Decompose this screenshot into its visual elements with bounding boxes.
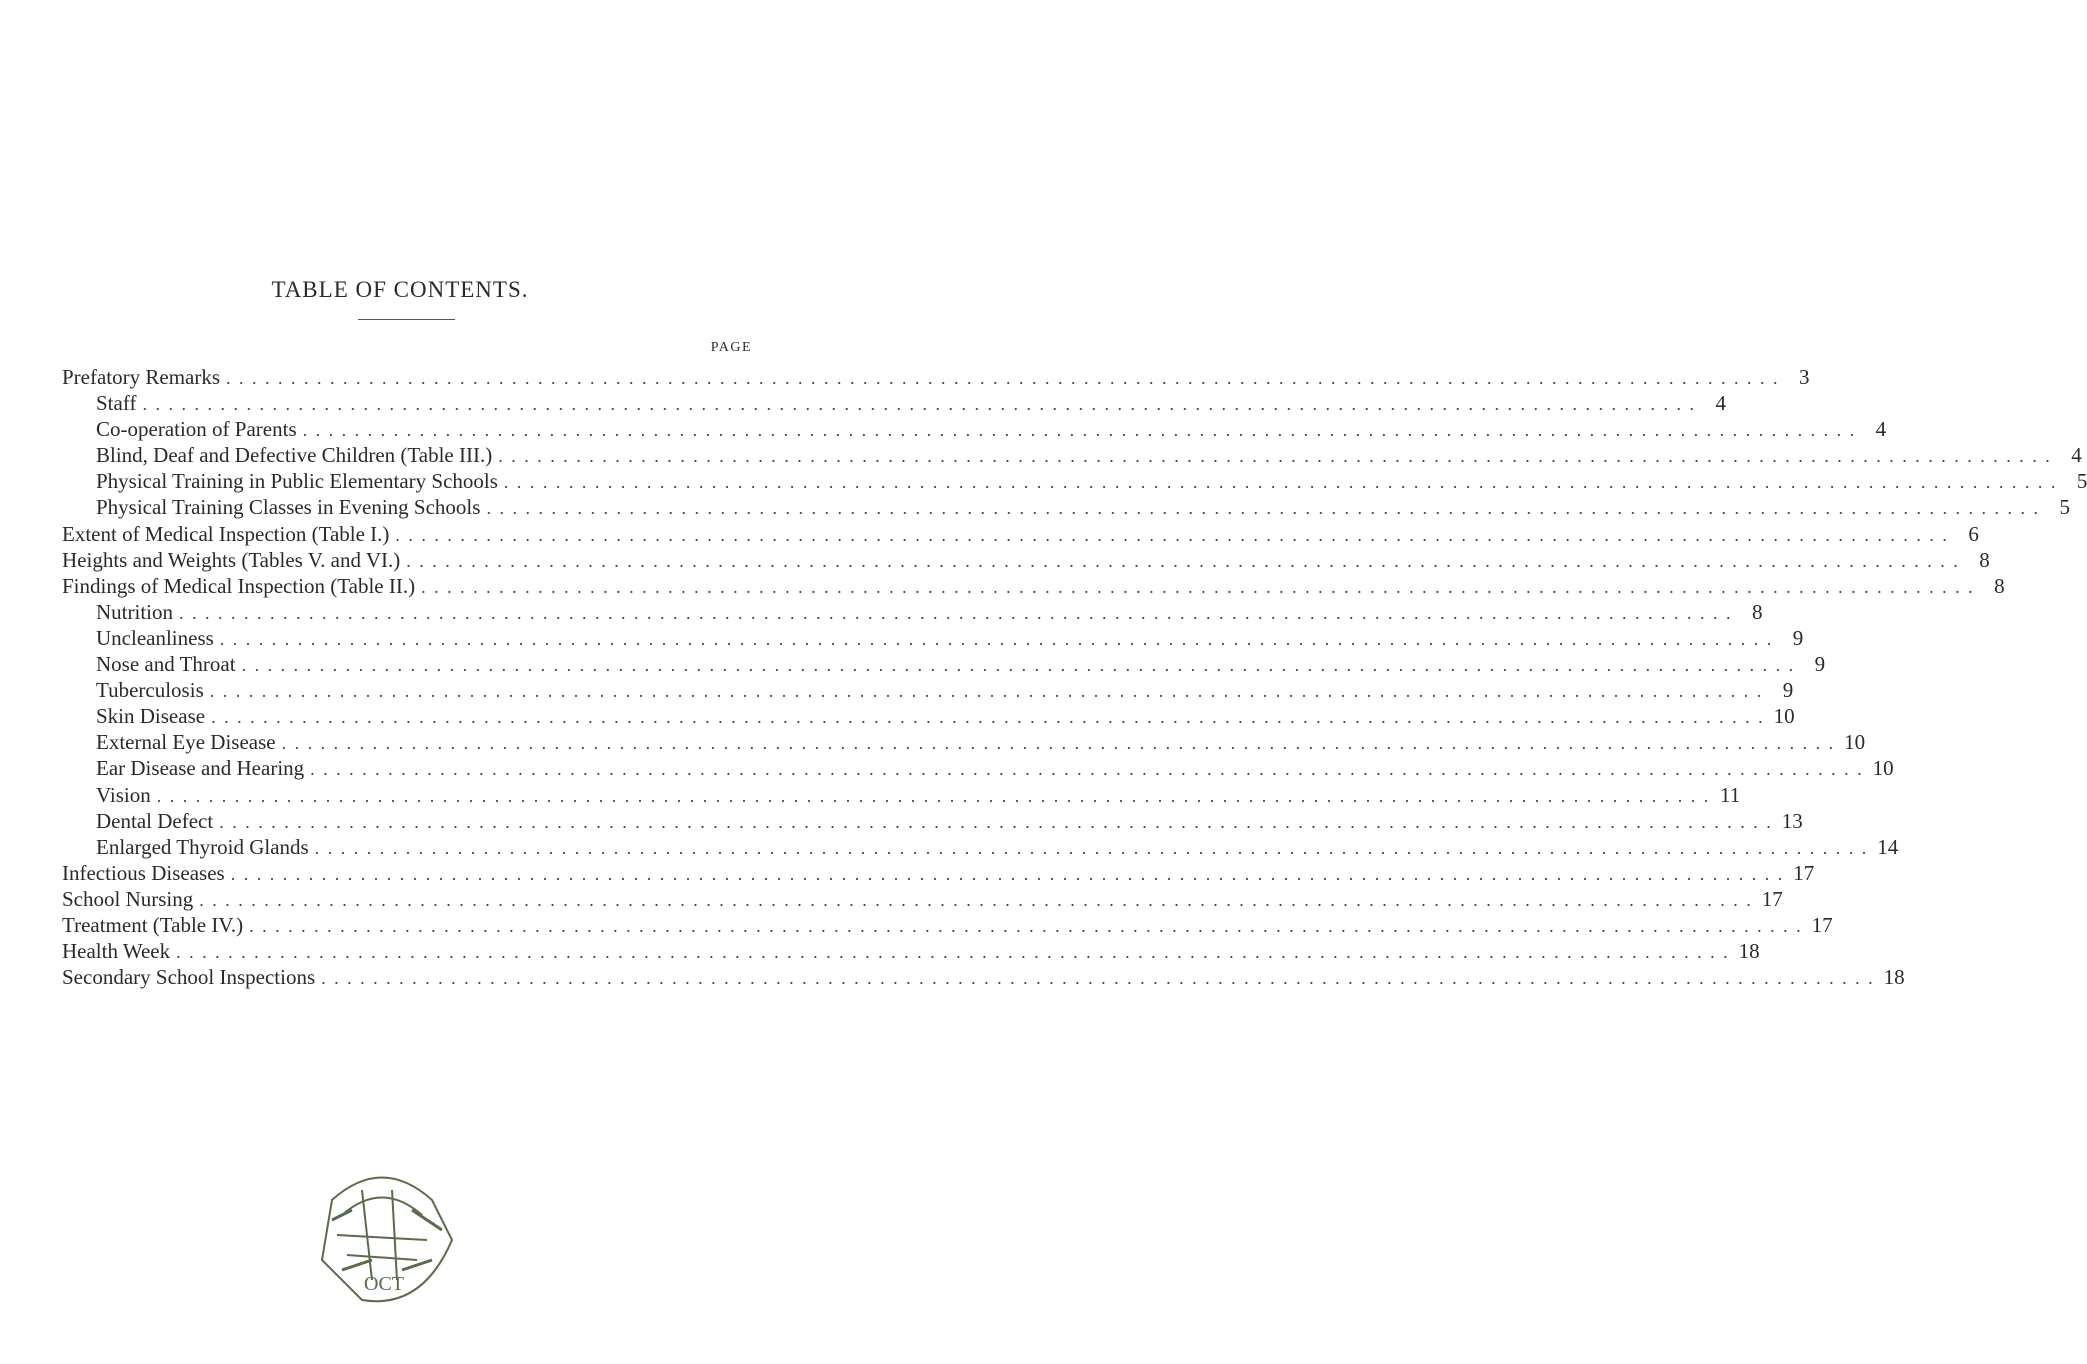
toc-entry-label: Physical Training in Public Elementary Schools — [96, 469, 498, 494]
dot-leader: . . . . . . . . . . . . . . . . . . . . . . . . . . . . . . . . . . . . . . . . . . . . . . . . . . . . . . . . . . . . . . . . . . . . . . . . . . . . . . . . . . . . . . . . . . . . . . . . . . . . . . . . . . . . . . . . . . . . . . . . — [321, 968, 1875, 989]
toc-entry — [62, 651, 1826, 677]
toc-entry — [62, 442, 2082, 468]
toc-entry-page: 18 — [1738, 939, 1760, 964]
dot-leader: . . . . . . . . . . . . . . . . . . . . . . . . . . . . . . . . . . . . . . . . . . . . . . . . . . . . . . . . . . . . . . . . . . . . . . . . . . . . . . . . . . . . . . . . . . . . . . . . . . . . . . . . . . . . . . . . . . . . . . . . — [156, 785, 1711, 806]
dot-leader: . . . . . . . . . . . . . . . . . . . . . . . . . . . . . . . . . . . . . . . . . . . . . . . . . . . . . . . . . . . . . . . . . . . . . . . . . . . . . . . . . . . . . . . . . . . . . . . . . . . . . . . . . . . . . . . . . . . . . . . . — [211, 707, 1765, 728]
dot-leader: . . . . . . . . . . . . . . . . . . . . . . . . . . . . . . . . . . . . . . . . . . . . . . . . . . . . . . . . . . . . . . . . . . . . . . . . . . . . . . . . . . . . . . . . . . . . . . . . . . . . . . . . . . . . . . . . . . . . . . . . — [219, 811, 1773, 832]
toc-entry — [62, 912, 1833, 938]
dot-leader: . . . . . . . . . . . . . . . . . . . . . . . . . . . . . . . . . . . . . . . . . . . . . . . . . . . . . . . . . . . . . . . . . . . . . . . . . . . . . . . . . . . . . . . . . . . . . . . . . . . . . . . . . . . . . . . . . . . . . . . . — [249, 915, 1803, 936]
dot-leader: . . . . . . . . . . . . . . . . . . . . . . . . . . . . . . . . . . . . . . . . . . . . . . . . . . . . . . . . . . . . . . . . . . . . . . . . . . . . . . . . . . . . . . . . . . . . . . . . . . . . . . . . . . . . . . . . . . . . . . . . — [219, 628, 1774, 649]
toc-entry-page: 10 — [1773, 704, 1795, 729]
dot-leader: . . . . . . . . . . . . . . . . . . . . . . . . . . . . . . . . . . . . . . . . . . . . . . . . . . . . . . . . . . . . . . . . . . . . . . . . . . . . . . . . . . . . . . . . . . . . . . . . . . . . . . . . . . . . . . . . . . . . . . . . — [241, 655, 1796, 676]
toc-entry — [62, 886, 1783, 912]
dot-leader: . . . . . . . . . . . . . . . . . . . . . . . . . . . . . . . . . . . . . . . . . . . . . . . . . . . . . . . . . . . . . . . . . . . . . . . . . . . . . . . . . . . . . . . . . . . . . . . . . . . . . . . . . . . . . . . . . . . . . . . . — [302, 420, 1857, 441]
library-stamp-seal — [302, 1160, 462, 1310]
toc-entry-label: Infectious Diseases — [62, 860, 225, 885]
page-column-header: PAGE — [710, 340, 752, 355]
toc-entry — [62, 703, 1795, 729]
toc-entry-page: 10 — [1872, 756, 1894, 781]
dot-leader: . . . . . . . . . . . . . . . . . . . . . . . . . . . . . . . . . . . . . . . . . . . . . . . . . . . . . . . . . . . . . . . . . . . . . . . . . . . . . . . . . . . . . . . . . . . . . . . . . . . . . . . . . . . . . . . . . . . . . . . . — [176, 942, 1730, 963]
toc-entry-page: 3 — [1799, 365, 1810, 389]
toc-entry-page: 5 — [2059, 495, 2070, 520]
toc-entry — [62, 547, 1990, 573]
toc-entry-label: External Eye Disease — [96, 730, 276, 755]
toc-entry — [62, 390, 1726, 416]
toc-entry-label: Prefatory Remarks — [62, 365, 221, 389]
toc-entry-page: 8 — [1994, 573, 2005, 598]
toc-entry-page: 17 — [1793, 860, 1815, 885]
toc-entry-page: 4 — [2071, 443, 2082, 468]
toc-entry-label: Dental Defect — [96, 808, 214, 833]
dot-leader: . . . . . . . . . . . . . . . . . . . . . . . . . . . . . . . . . . . . . . . . . . . . . . . . . . . . . . . . . . . . . . . . . . . . . . . . . . . . . . . . . . . . . . . . . . . . . . . . . . . . . . . . . . . . . . . . . . . . . . . . — [503, 472, 2058, 493]
toc-entry-page: 10 — [1844, 730, 1866, 755]
toc-entry-page: 4 — [1715, 391, 1726, 416]
toc-entry — [62, 364, 1810, 390]
dot-leader: . . . . . . . . . . . . . . . . . . . . . . . . . . . . . . . . . . . . . . . . . . . . . . . . . . . . . . . . . . . . . . . . . . . . . . . . . . . . . . . . . . . . . . . . . . . . . . . . . . . . . . . . . . . . . . . . . . . . . . . . — [179, 602, 1733, 623]
toc-entry-page: 17 — [1811, 912, 1833, 937]
dot-leader: . . . . . . . . . . . . . . . . . . . . . . . . . . . . . . . . . . . . . . . . . . . . . . . . . . . . . . . . . . . . . . . . . . . . . . . . . . . . . . . . . . . . . . . . . . . . . . . . . . . . . . . . . . . . . . . . . . . . . . . . — [421, 576, 1975, 597]
toc-entry-label: Ear Disease and Hearing — [96, 756, 305, 781]
dot-leader: . . . . . . . . . . . . . . . . . . . . . . . . . . . . . . . . . . . . . . . . . . . . . . . . . . . . . . . . . . . . . . . . . . . . . . . . . . . . . . . . . . . . . . . . . . . . . . . . . . . . . . . . . . . . . . . . . . . . . . . . — [230, 863, 1785, 884]
toc-entry — [62, 599, 1763, 625]
toc-entry-label: Treatment (Table IV.) — [62, 912, 244, 937]
toc-entry-label: Skin Disease — [96, 704, 206, 729]
toc-entry-page: 9 — [1814, 652, 1826, 677]
toc-entry-label: Staff — [96, 391, 137, 416]
seal-text: OCT — [364, 1273, 404, 1295]
page-title: TABLE OF CONTENTS. — [271, 277, 529, 303]
toc-entry — [62, 808, 1803, 834]
toc-entry-label: Uncleanliness — [96, 625, 214, 650]
dot-leader: . . . . . . . . . . . . . . . . . . . . . . . . . . . . . . . . . . . . . . . . . . . . . . . . . . . . . . . . . . . . . . . . . . . . . . . . . . . . . . . . . . . . . . . . . . . . . . . . . . . . . . . . . . . . . . . . . . . . . . . . — [498, 446, 2052, 467]
toc-entry — [62, 573, 2005, 599]
toc-entry-label: Blind, Deaf and Defective Children (Table III.) — [96, 443, 493, 468]
toc-entry — [62, 521, 1979, 547]
dot-leader: . . . . . . . . . . . . . . . . . . . . . . . . . . . . . . . . . . . . . . . . . . . . . . . . . . . . . . . . . . . . . . . . . . . . . . . . . . . . . . . . . . . . . . . . . . . . . . . . . . . . . . . . . . . . . . . . . . . . . . . . — [226, 368, 1780, 388]
title-divider — [358, 319, 455, 320]
toc-entry-page: 17 — [1761, 886, 1783, 911]
dot-leader: . . . . . . . . . . . . . . . . . . . . . . . . . . . . . . . . . . . . . . . . . . . . . . . . . . . . . . . . . . . . . . . . . . . . . . . . . . . . . . . . . . . . . . . . . . . . . . . . . . . . . . . . . . . . . . . . . . . . . . . . — [310, 759, 1864, 780]
toc-entry — [62, 625, 1804, 651]
toc-entry-label: School Nursing — [62, 886, 194, 911]
toc-entry-label: Extent of Medical Inspection (Table I.) — [62, 521, 390, 546]
toc-entry-page: 14 — [1877, 834, 1899, 859]
table-of-contents — [62, 364, 2087, 990]
toc-entry-page: 8 — [1979, 547, 1990, 572]
toc-entry-label: Enlarged Thyroid Glands — [96, 834, 309, 859]
toc-entry-label: Tuberculosis — [96, 678, 204, 703]
toc-entry-label: Secondary School Inspections — [62, 965, 316, 990]
toc-entry-page: 13 — [1781, 808, 1803, 833]
toc-entry — [62, 938, 1760, 964]
toc-entry-label: Health Week — [62, 939, 171, 964]
dot-leader: . . . . . . . . . . . . . . . . . . . . . . . . . . . . . . . . . . . . . . . . . . . . . . . . . . . . . . . . . . . . . . . . . . . . . . . . . . . . . . . . . . . . . . . . . . . . . . . . . . . . . . . . . . . . . . . . . . . . . . . . — [199, 889, 1753, 910]
toc-entry-label: Co-operation of Parents — [96, 417, 297, 442]
dot-leader: . . . . . . . . . . . . . . . . . . . . . . . . . . . . . . . . . . . . . . . . . . . . . . . . . . . . . . . . . . . . . . . . . . . . . . . . . . . . . . . . . . . . . . . . . . . . . . . . . . . . . . . . . . . . . . . . . . . . . . . . — [486, 498, 2040, 519]
toc-entry-label: Nutrition — [96, 599, 173, 624]
toc-entry — [62, 729, 1866, 755]
toc-entry — [62, 860, 1815, 886]
toc-entry-label: Findings of Medical Inspection (Table II.) — [62, 573, 416, 598]
toc-entry-page: 9 — [1782, 678, 1794, 703]
toc-entry — [62, 677, 1794, 703]
toc-entry — [62, 416, 1887, 442]
toc-entry-page: 11 — [1720, 782, 1741, 807]
toc-entry-page: 18 — [1883, 965, 1905, 990]
toc-entry-page: 6 — [1968, 521, 1979, 546]
toc-entry-label: Heights and Weights (Tables V. and VI.) — [62, 547, 401, 572]
dot-leader: . . . . . . . . . . . . . . . . . . . . . . . . . . . . . . . . . . . . . . . . . . . . . . . . . . . . . . . . . . . . . . . . . . . . . . . . . . . . . . . . . . . . . . . . . . . . . . . . . . . . . . . . . . . . . . . . . . . . . . . . — [281, 733, 1836, 754]
dot-leader: . . . . . . . . . . . . . . . . . . . . . . . . . . . . . . . . . . . . . . . . . . . . . . . . . . . . . . . . . . . . . . . . . . . . . . . . . . . . . . . . . . . . . . . . . . . . . . . . . . . . . . . . . . . . . . . . . . . . . . . . — [142, 394, 1696, 415]
toc-entry — [62, 755, 1894, 781]
toc-entry — [62, 964, 1905, 990]
toc-entry — [62, 834, 1899, 860]
toc-entry — [62, 494, 2070, 520]
dot-leader: . . . . . . . . . . . . . . . . . . . . . . . . . . . . . . . . . . . . . . . . . . . . . . . . . . . . . . . . . . . . . . . . . . . . . . . . . . . . . . . . . . . . . . . . . . . . . . . . . . . . . . . . . . . . . . . . . . . . . . . . — [314, 837, 1869, 858]
toc-entry — [62, 782, 1741, 808]
toc-entry — [62, 468, 2087, 494]
dot-leader: . . . . . . . . . . . . . . . . . . . . . . . . . . . . . . . . . . . . . . . . . . . . . . . . . . . . . . . . . . . . . . . . . . . . . . . . . . . . . . . . . . . . . . . . . . . . . . . . . . . . . . . . . . . . . . . . . . . . . . . . — [209, 681, 1764, 702]
toc-entry-label: Nose and Throat — [96, 652, 236, 677]
dot-leader: . . . . . . . . . . . . . . . . . . . . . . . . . . . . . . . . . . . . . . . . . . . . . . . . . . . . . . . . . . . . . . . . . . . . . . . . . . . . . . . . . . . . . . . . . . . . . . . . . . . . . . . . . . . . . . . . . . . . . . . . — [406, 550, 1960, 571]
toc-entry-page: 5 — [2076, 469, 2087, 494]
toc-entry-page: 9 — [1792, 625, 1804, 650]
toc-entry-label: Physical Training Classes in Evening Schools — [96, 495, 481, 520]
toc-entry-label: Vision — [96, 782, 151, 807]
toc-entry-page: 8 — [1752, 599, 1763, 624]
toc-entry-page: 4 — [1875, 417, 1887, 442]
dot-leader: . . . . . . . . . . . . . . . . . . . . . . . . . . . . . . . . . . . . . . . . . . . . . . . . . . . . . . . . . . . . . . . . . . . . . . . . . . . . . . . . . . . . . . . . . . . . . . . . . . . . . . . . . . . . . . . . . . . . . . . . — [395, 524, 1949, 545]
